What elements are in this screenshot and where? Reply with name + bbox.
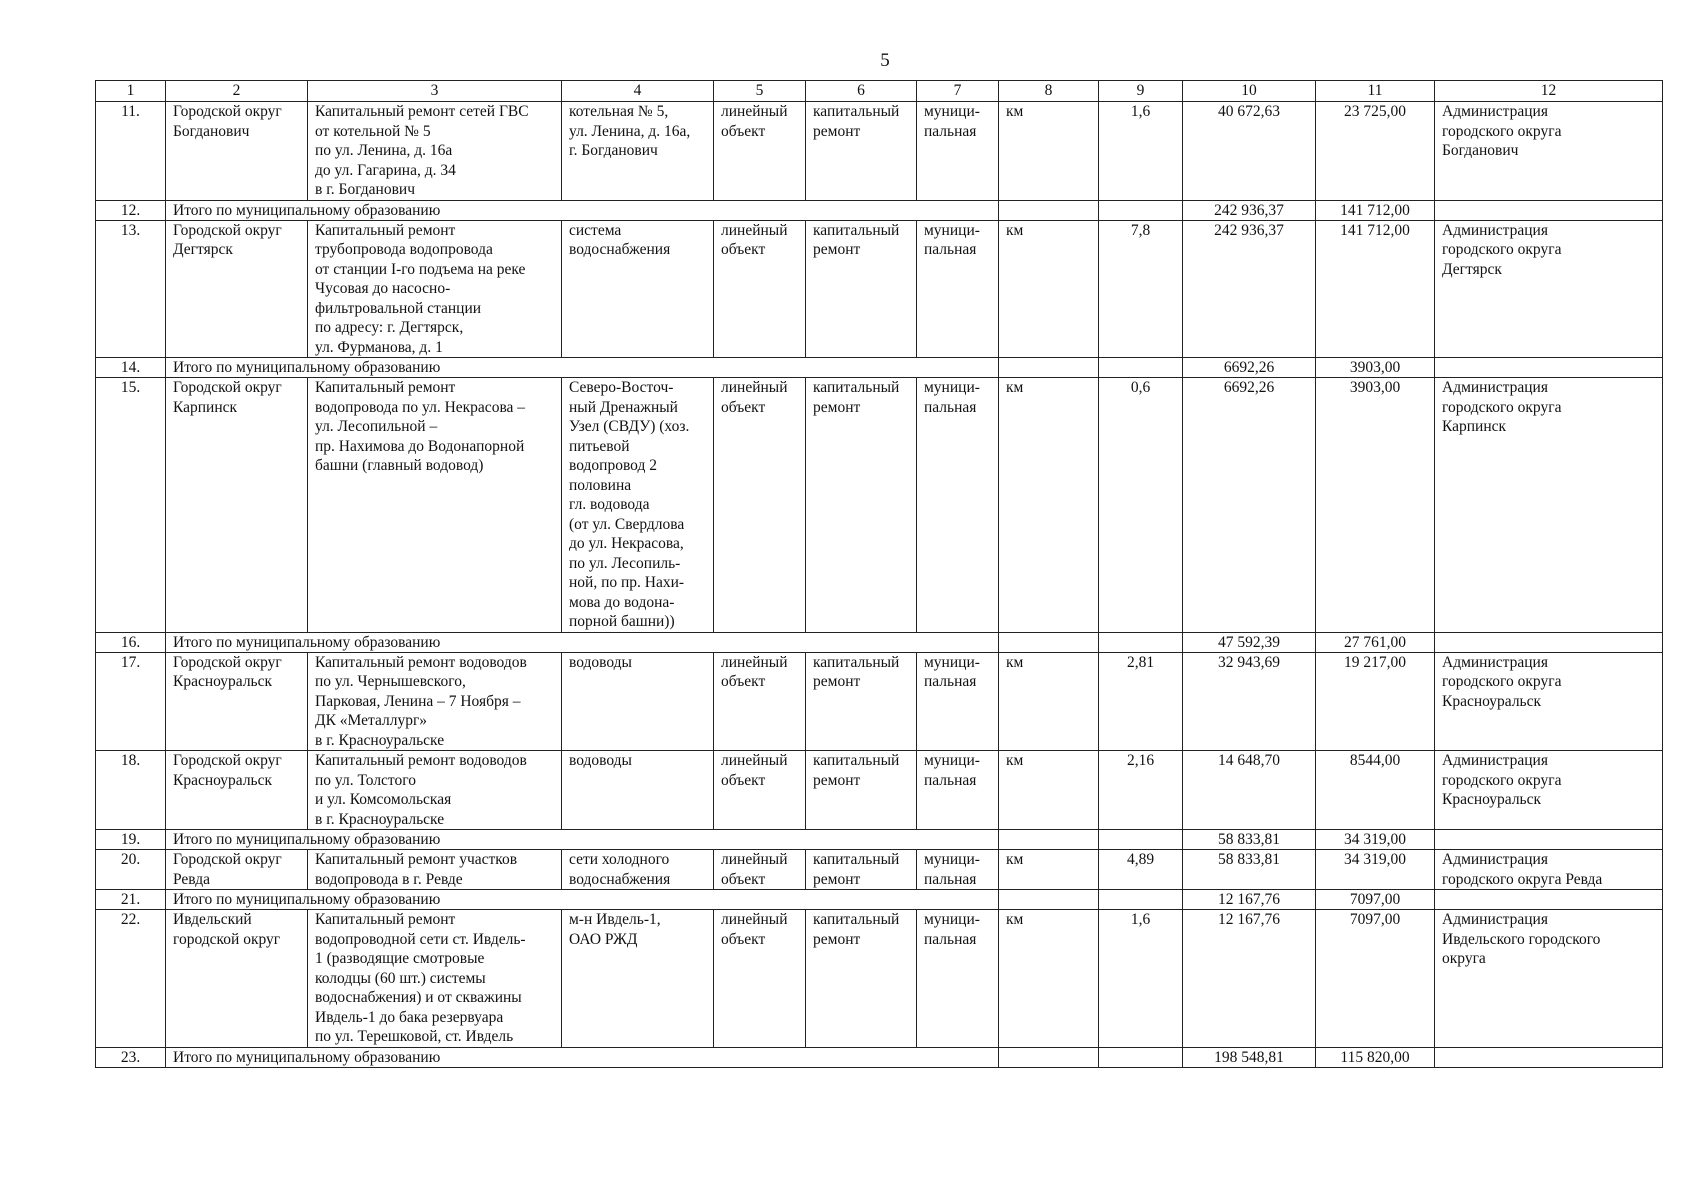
cell-line: муници-: [924, 379, 980, 396]
project-name-cell: [308, 102, 562, 201]
cell-line: ОАО РЖД: [569, 930, 638, 948]
cell-line: ремонт: [813, 930, 861, 948]
empty-cell: [1435, 1047, 1663, 1067]
total-label: Итого по муниципальному образованию: [166, 358, 999, 378]
cell-line: Администрация: [1442, 752, 1548, 769]
customer-cell: [1435, 378, 1663, 633]
total-label: Итого по муниципальному образованию: [166, 1047, 999, 1067]
cell-line: объект: [721, 771, 766, 789]
cell-line: Администрация: [1442, 221, 1548, 239]
cell-line: г. Богданович: [569, 142, 658, 159]
projects-table: [95, 80, 1663, 1068]
cell-line: 1 (разводящие смотровые: [315, 950, 485, 967]
cell-line: пальная: [924, 870, 977, 888]
cell-line: порной башни)): [569, 613, 675, 630]
cell-line: водоводы: [569, 653, 632, 671]
cell-line: мова до водона-: [569, 593, 675, 611]
cell-line: Красноуральск: [1442, 791, 1542, 808]
total-cost-cell: 47 592,39: [1183, 632, 1316, 652]
project-row: [96, 850, 1663, 890]
location-cell: [562, 378, 714, 633]
total-row: [96, 890, 1663, 910]
total-budget-cell: 7097,00: [1316, 890, 1435, 910]
page-number: 5: [880, 50, 890, 71]
total-budget-cell: 27 761,00: [1316, 632, 1435, 652]
cost-budget-cell: 7097,00: [1316, 910, 1435, 1048]
cell-line: Капитальный ремонт сетей ГВС: [315, 103, 529, 120]
empty-cell: [1099, 200, 1183, 220]
cell-line: Карпинск: [1442, 418, 1507, 435]
cell-line: городского округа: [1442, 122, 1562, 140]
column-header-12: 12: [1435, 81, 1663, 102]
cost-budget-cell: 23 725,00: [1316, 102, 1435, 201]
empty-cell: [999, 890, 1099, 910]
total-row: [96, 830, 1663, 850]
cell-line: муници-: [924, 752, 980, 769]
cell-line: пальная: [924, 241, 977, 258]
object-type-cell: [714, 751, 806, 830]
row-number: 20.: [96, 850, 166, 890]
cell-line: Парковая, Ленина – 7 Ноября –: [315, 692, 521, 710]
column-header-4: 4: [562, 81, 714, 102]
municipality-cell: [166, 220, 308, 358]
cell-line: водоснабжения) и от скважины: [315, 989, 522, 1006]
cell-line: капитальный: [813, 752, 900, 769]
capacity-cell: 7,8: [1099, 220, 1183, 358]
cost-budget-cell: 34 319,00: [1316, 850, 1435, 890]
total-label: Итого по муниципальному образованию: [166, 890, 999, 910]
empty-cell: [999, 1047, 1099, 1067]
column-header-1: 1: [96, 81, 166, 102]
empty-cell: [1435, 358, 1663, 378]
cell-line: ул. Фурманова, д. 1: [315, 338, 443, 356]
unit-cell: км: [999, 378, 1099, 633]
cell-line: муници-: [924, 653, 980, 671]
cell-line: гл. водовода: [569, 496, 650, 513]
cost-budget-cell: 3903,00: [1316, 378, 1435, 633]
total-label: Итого по муниципальному образованию: [166, 830, 999, 850]
cell-line: водопровод 2: [569, 457, 657, 474]
cell-line: по ул. Лесопиль-: [569, 554, 681, 572]
empty-cell: [999, 200, 1099, 220]
empty-cell: [1435, 632, 1663, 652]
cell-line: трубопровода водопровода: [315, 241, 493, 258]
cell-line: объект: [721, 398, 766, 416]
customer-cell: [1435, 652, 1663, 751]
unit-cell: км: [999, 910, 1099, 1048]
column-header-6: 6: [806, 81, 917, 102]
cell-line: Городской округ: [173, 752, 282, 769]
total-row: [96, 358, 1663, 378]
cell-line: колодцы (60 шт.) системы: [315, 969, 486, 987]
cell-line: городского округа: [1442, 771, 1562, 789]
cell-line: ремонт: [813, 398, 861, 416]
cell-line: Капитальный ремонт: [315, 221, 456, 239]
total-budget-cell: 115 820,00: [1316, 1047, 1435, 1067]
project-row: [96, 102, 1663, 201]
cell-line: ул. Ленина, д. 16а,: [569, 122, 691, 140]
empty-cell: [1099, 1047, 1183, 1067]
total-label: Итого по муниципальному образованию: [166, 200, 999, 220]
header-row: [96, 81, 1663, 102]
cost-total-cell: 12 167,76: [1183, 910, 1316, 1048]
capacity-cell: 2,81: [1099, 652, 1183, 751]
cell-line: по адресу: г. Дегтярск,: [315, 319, 464, 336]
municipality-cell: [166, 102, 308, 201]
total-label: Итого по муниципальному образованию: [166, 632, 999, 652]
cost-total-cell: 58 833,81: [1183, 850, 1316, 890]
capacity-cell: 2,16: [1099, 751, 1183, 830]
cell-line: Чусовая до насосно-: [315, 280, 451, 297]
cell-line: Капитальный ремонт: [315, 911, 456, 928]
cell-line: объект: [721, 122, 766, 140]
work-type-cell: [806, 378, 917, 633]
project-name-cell: [308, 220, 562, 358]
customer-cell: [1435, 102, 1663, 201]
project-name-cell: [308, 910, 562, 1048]
row-number: 17.: [96, 652, 166, 751]
cell-line: городского округа: [1442, 398, 1562, 416]
row-number: 18.: [96, 751, 166, 830]
cell-line: котельная № 5,: [569, 103, 669, 120]
cell-line: водоводы: [569, 752, 632, 769]
project-row: [96, 910, 1663, 1048]
cell-line: башни (главный водовод): [315, 457, 484, 474]
table-body: [96, 81, 1663, 1068]
municipality-cell: [166, 751, 308, 830]
cell-line: водопроводной сети ст. Ивдель-: [315, 930, 526, 948]
row-number: 22.: [96, 910, 166, 1048]
project-row: [96, 751, 1663, 830]
cell-line: (от ул. Свердлова: [569, 515, 685, 533]
cost-total-cell: 242 936,37: [1183, 220, 1316, 358]
customer-cell: [1435, 220, 1663, 358]
cell-line: пальная: [924, 398, 977, 416]
municipality-cell: [166, 378, 308, 633]
empty-cell: [1099, 632, 1183, 652]
cell-line: от станции I-го подъема на реке: [315, 260, 526, 278]
cell-line: Администрация: [1442, 379, 1548, 396]
cell-line: Капитальный ремонт участков: [315, 851, 518, 868]
row-number: 13.: [96, 220, 166, 358]
cell-line: Капитальный ремонт: [315, 379, 456, 396]
cell-line: в г. Красноуральске: [315, 810, 445, 828]
location-cell: [562, 751, 714, 830]
cell-line: Ивдельского городского: [1442, 930, 1601, 948]
unit-cell: км: [999, 751, 1099, 830]
cell-line: муници-: [924, 851, 980, 868]
cell-line: Дегтярск: [1442, 260, 1502, 278]
unit-cell: км: [999, 220, 1099, 358]
column-header-7: 7: [917, 81, 999, 102]
row-number: 21.: [96, 890, 166, 910]
cell-line: пальная: [924, 930, 977, 948]
customer-cell: [1435, 910, 1663, 1048]
row-number: 11.: [96, 102, 166, 201]
cell-line: ремонт: [813, 673, 861, 690]
cell-line: по ул. Терешковой, ст. Ивдель: [315, 1028, 514, 1045]
cell-line: питьевой: [569, 437, 630, 455]
location-cell: [562, 850, 714, 890]
cell-line: Богданович: [1442, 142, 1519, 159]
cell-line: пр. Нахимова до Водонапорной: [315, 437, 525, 455]
cell-line: городской округ: [173, 930, 281, 948]
total-row: [96, 1047, 1663, 1067]
project-name-cell: [308, 751, 562, 830]
cell-line: система: [569, 221, 622, 239]
cell-line: линейный: [721, 653, 788, 671]
unit-cell: км: [999, 102, 1099, 201]
object-type-cell: [714, 378, 806, 633]
object-type-cell: [714, 652, 806, 751]
cell-line: Городской округ: [173, 103, 282, 120]
cell-line: линейный: [721, 911, 788, 928]
cost-total-cell: 32 943,69: [1183, 652, 1316, 751]
cell-line: Ревда: [173, 870, 210, 888]
cell-line: Богданович: [173, 122, 250, 140]
cell-line: капитальный: [813, 221, 900, 239]
municipality-cell: [166, 910, 308, 1048]
total-row: [96, 632, 1663, 652]
object-type-cell: [714, 850, 806, 890]
total-budget-cell: 141 712,00: [1316, 200, 1435, 220]
cell-line: Городской округ: [173, 379, 282, 396]
cell-line: водопровода в г. Ревде: [315, 870, 463, 888]
cell-line: объект: [721, 673, 766, 690]
unit-cell: км: [999, 850, 1099, 890]
project-name-cell: [308, 850, 562, 890]
cell-line: ремонт: [813, 771, 861, 789]
cell-line: Узел (СВДУ) (хоз.: [569, 418, 690, 435]
work-type-cell: [806, 910, 917, 1048]
column-header-9: 9: [1099, 81, 1183, 102]
column-header-11: 11: [1316, 81, 1435, 102]
cell-line: Администрация: [1442, 103, 1548, 120]
work-type-cell: [806, 850, 917, 890]
cell-line: Городской округ: [173, 653, 282, 671]
project-name-cell: [308, 652, 562, 751]
cell-line: капитальный: [813, 851, 900, 868]
column-header-3: 3: [308, 81, 562, 102]
row-number: 14.: [96, 358, 166, 378]
work-type-cell: [806, 652, 917, 751]
cell-line: ул. Лесопильной –: [315, 418, 438, 435]
cell-line: до ул. Гагарина, д. 34: [315, 161, 456, 179]
cell-line: округа: [1442, 950, 1486, 967]
cell-line: линейный: [721, 221, 788, 239]
location-cell: [562, 220, 714, 358]
cell-line: капитальный: [813, 103, 900, 120]
object-type-cell: [714, 102, 806, 201]
cell-line: пальная: [924, 122, 977, 140]
cell-line: Администрация: [1442, 911, 1548, 928]
cell-line: Ивдель-1 до бака резервуара: [315, 1008, 504, 1026]
cell-line: линейный: [721, 379, 788, 396]
cost-total-cell: 14 648,70: [1183, 751, 1316, 830]
cell-line: городского округа: [1442, 673, 1562, 690]
cell-line: Красноуральск: [173, 771, 273, 789]
cell-line: ремонт: [813, 122, 861, 140]
work-type-cell: [806, 220, 917, 358]
cell-line: линейный: [721, 103, 788, 120]
cell-line: городского округа: [1442, 241, 1562, 258]
capacity-cell: 1,6: [1099, 102, 1183, 201]
object-type-cell: [714, 910, 806, 1048]
ownership-cell: [917, 378, 999, 633]
cell-line: Дегтярск: [173, 241, 233, 258]
total-budget-cell: 3903,00: [1316, 358, 1435, 378]
empty-cell: [1435, 830, 1663, 850]
cell-line: водоснабжения: [569, 241, 671, 258]
cell-line: Администрация: [1442, 653, 1548, 671]
empty-cell: [999, 358, 1099, 378]
capacity-cell: 0,6: [1099, 378, 1183, 633]
row-number: 16.: [96, 632, 166, 652]
empty-cell: [1099, 358, 1183, 378]
project-row: [96, 378, 1663, 633]
cell-line: ремонт: [813, 241, 861, 258]
project-row: [96, 220, 1663, 358]
cell-line: линейный: [721, 752, 788, 769]
cell-line: по ул. Чернышевского,: [315, 673, 466, 690]
ownership-cell: [917, 751, 999, 830]
cell-line: городского округа Ревда: [1442, 870, 1603, 888]
cell-line: капитальный: [813, 653, 900, 671]
cell-line: пальная: [924, 771, 977, 789]
cell-line: Карпинск: [173, 398, 238, 416]
cell-line: объект: [721, 241, 766, 258]
cell-line: ной, по пр. Нахи-: [569, 574, 685, 591]
customer-cell: [1435, 751, 1663, 830]
empty-cell: [1435, 200, 1663, 220]
ownership-cell: [917, 910, 999, 1048]
empty-cell: [999, 632, 1099, 652]
unit-cell: км: [999, 652, 1099, 751]
cell-line: Красноуральск: [173, 673, 273, 690]
customer-cell: [1435, 850, 1663, 890]
cell-line: объект: [721, 930, 766, 948]
total-cost-cell: 198 548,81: [1183, 1047, 1316, 1067]
cell-line: ДК «Металлург»: [315, 712, 428, 729]
municipality-cell: [166, 652, 308, 751]
project-name-cell: [308, 378, 562, 633]
column-header-8: 8: [999, 81, 1099, 102]
cell-line: Городской округ: [173, 851, 282, 868]
capacity-cell: 4,89: [1099, 850, 1183, 890]
cost-total-cell: 40 672,63: [1183, 102, 1316, 201]
cell-line: Городской округ: [173, 221, 282, 239]
capacity-cell: 1,6: [1099, 910, 1183, 1048]
cell-line: Северо-Восточ-: [569, 379, 674, 396]
total-budget-cell: 34 319,00: [1316, 830, 1435, 850]
cost-budget-cell: 19 217,00: [1316, 652, 1435, 751]
cell-line: муници-: [924, 103, 980, 120]
cell-line: сети холодного: [569, 851, 670, 868]
cost-budget-cell: 8544,00: [1316, 751, 1435, 830]
cell-line: от котельной № 5: [315, 122, 431, 140]
empty-cell: [1099, 830, 1183, 850]
row-number: 15.: [96, 378, 166, 633]
row-number: 12.: [96, 200, 166, 220]
cost-total-cell: 6692,26: [1183, 378, 1316, 633]
cell-line: половина: [569, 476, 632, 494]
cell-line: объект: [721, 870, 766, 888]
municipality-cell: [166, 850, 308, 890]
location-cell: [562, 910, 714, 1048]
cell-line: по ул. Толстого: [315, 771, 416, 789]
cell-line: Красноуральск: [1442, 692, 1542, 710]
ownership-cell: [917, 850, 999, 890]
row-number: 23.: [96, 1047, 166, 1067]
location-cell: [562, 652, 714, 751]
column-header-10: 10: [1183, 81, 1316, 102]
cell-line: Администрация: [1442, 851, 1548, 868]
cell-line: по ул. Ленина, д. 16а: [315, 142, 453, 159]
work-type-cell: [806, 751, 917, 830]
work-type-cell: [806, 102, 917, 201]
column-header-2: 2: [166, 81, 308, 102]
cell-line: Капитальный ремонт водоводов: [315, 752, 527, 769]
total-cost-cell: 12 167,76: [1183, 890, 1316, 910]
cell-line: и ул. Комсомольская: [315, 791, 452, 808]
total-cost-cell: 242 936,37: [1183, 200, 1316, 220]
cell-line: муници-: [924, 911, 980, 928]
cell-line: линейный: [721, 851, 788, 868]
cell-line: пальная: [924, 673, 977, 690]
cost-budget-cell: 141 712,00: [1316, 220, 1435, 358]
cell-line: муници-: [924, 221, 980, 239]
column-header-5: 5: [714, 81, 806, 102]
project-row: [96, 652, 1663, 751]
cell-line: водопровода по ул. Некрасова –: [315, 398, 526, 416]
cell-line: в г. Красноуральске: [315, 731, 445, 749]
cell-line: ный Дренажный: [569, 398, 678, 416]
empty-cell: [1435, 890, 1663, 910]
row-number: 19.: [96, 830, 166, 850]
total-cost-cell: 6692,26: [1183, 358, 1316, 378]
cell-line: ремонт: [813, 870, 861, 888]
object-type-cell: [714, 220, 806, 358]
cell-line: капитальный: [813, 911, 900, 928]
ownership-cell: [917, 652, 999, 751]
ownership-cell: [917, 220, 999, 358]
total-row: [96, 200, 1663, 220]
cell-line: Ивдельский: [173, 911, 252, 928]
total-cost-cell: 58 833,81: [1183, 830, 1316, 850]
cell-line: м-н Ивдель-1,: [569, 911, 661, 928]
cell-line: до ул. Некрасова,: [569, 535, 684, 552]
empty-cell: [999, 830, 1099, 850]
location-cell: [562, 102, 714, 201]
cell-line: фильтровальной станции: [315, 299, 482, 317]
ownership-cell: [917, 102, 999, 201]
empty-cell: [1099, 890, 1183, 910]
cell-line: в г. Богданович: [315, 181, 416, 198]
cell-line: капитальный: [813, 379, 900, 396]
cell-line: Капитальный ремонт водоводов: [315, 653, 527, 671]
cell-line: водоснабжения: [569, 870, 671, 888]
